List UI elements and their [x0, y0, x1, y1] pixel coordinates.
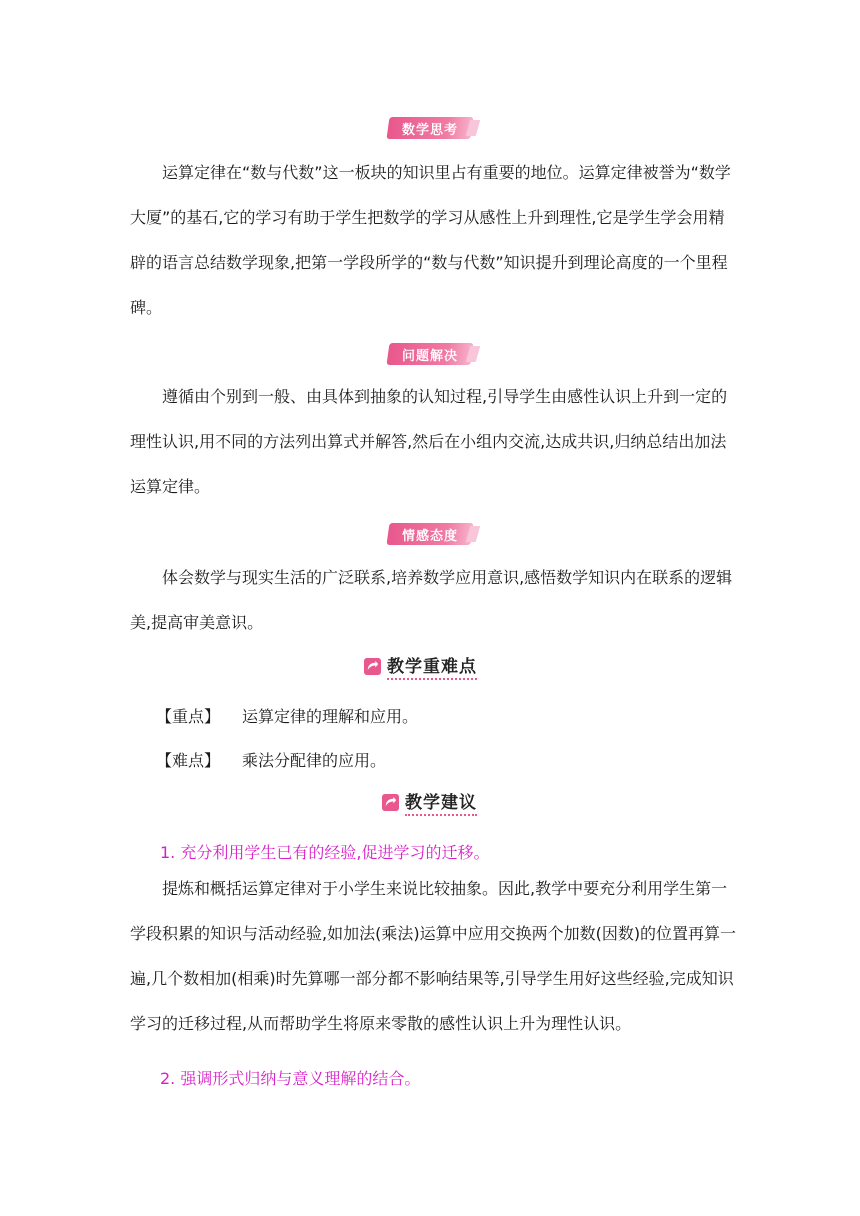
suggestions-title: 教学建议	[405, 788, 477, 816]
difficulty-row	[156, 748, 386, 771]
attitude-paragraph: 体会数学与现实生活的广泛联系,培养数学应用意识,感悟数学知识内在联系的逻辑美,提高审美意识。	[130, 568, 733, 632]
suggestions-header	[382, 789, 477, 815]
section-tag-math-thinking: 数学思考	[388, 117, 472, 139]
suggestion-item-1-title: 1. 充分利用学生已有的经验,促进学习的迁移。	[160, 843, 490, 862]
problem-solving-paragraph: 遵循由个别到一般、由具体到抽象的认知过程,引导学生由感性认识上升到一定的理性认识,用不同的方法列出算式并解答,然后在小组内交流,达成共识,归纳总结出加法运算定律。	[130, 387, 728, 496]
focus-row	[156, 704, 418, 727]
bookmark-arrow-icon	[364, 658, 381, 675]
section-tag-attitude: 情感态度	[388, 523, 472, 545]
difficulty-label: 【难点】	[156, 751, 221, 770]
key-points-title: 教学重难点	[387, 652, 477, 680]
suggestion-item-1-paragraph: 提炼和概括运算定律对于小学生来说比较抽象。因此,教学中要充分利用学生第一学段积累的知识与活动经验,如加法(乘法)运算中应用交换两个加数(因数)的位置再算一遍,几个数相加(相乘)时先算哪一部分都不影响结果等,引导学生用好这些经验,完成知识学习的迁移过程,从而帮助学生将原来零散的感性认识上升为理性认识。	[130, 879, 737, 1033]
focus-text: 运算定律的理解和应用。	[242, 707, 419, 726]
key-points-header	[364, 653, 477, 679]
section-tag-problem-solving: 问题解决	[388, 343, 472, 365]
bookmark-arrow-icon	[382, 794, 399, 811]
difficulty-text: 乘法分配律的应用。	[242, 751, 387, 770]
focus-label: 【重点】	[156, 707, 221, 726]
math-thinking-paragraph: 运算定律在“数与代数”这一板块的知识里占有重要的地位。运算定律被誉为“数学大厦”的基石,它的学习有助于学生把数学的学习从感性上升到理性,它是学生学会用精辟的语言总结数学现象,把第一学段所学的“数与代数”知识提升到理论高度的一个里程碑。	[130, 163, 731, 317]
suggestion-item-2-title: 2. 强调形式归纳与意义理解的结合。	[160, 1069, 421, 1088]
